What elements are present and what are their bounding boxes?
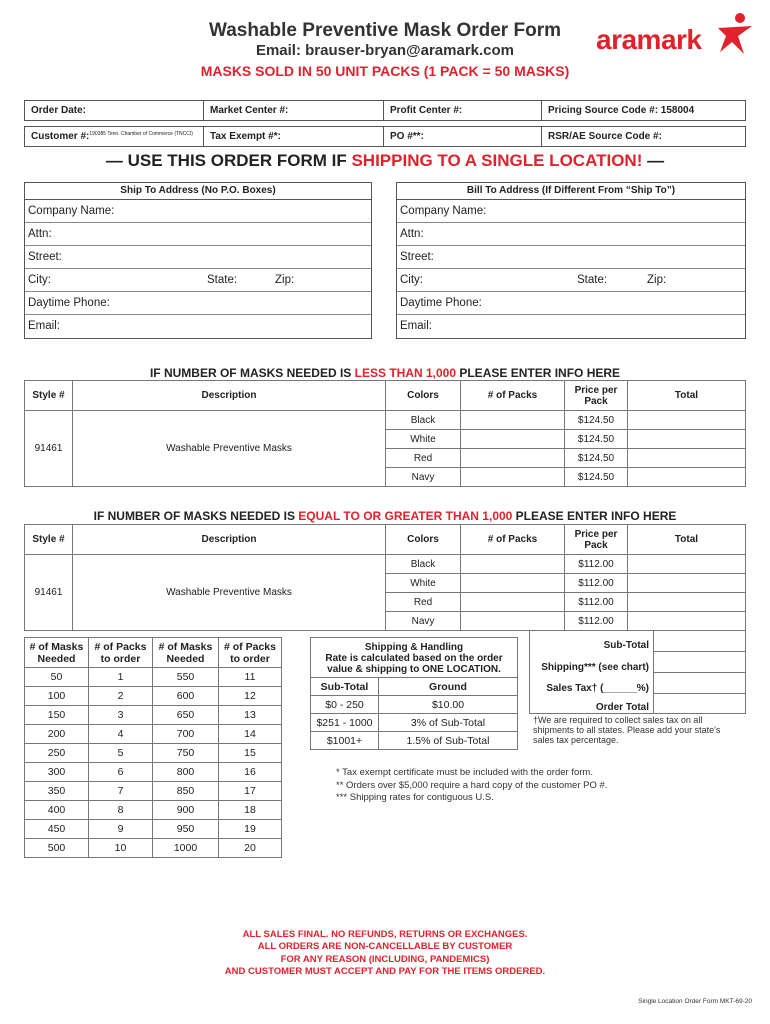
total-input[interactable] xyxy=(628,593,746,612)
color-cell: White xyxy=(386,430,461,449)
style-number: 91461 xyxy=(25,411,73,487)
ship-cell: $10.00 xyxy=(379,696,518,714)
col-total: Total xyxy=(628,381,746,411)
ship-email-field[interactable]: Email: xyxy=(28,320,60,332)
shipping-subtitle: Rate is calculated based on the order value & shipping to ONE LOCATION. xyxy=(325,653,503,675)
banner-highlight: SHIPPING TO A SINGLE LOCATION! xyxy=(351,151,643,170)
bill-email-field[interactable]: Email: xyxy=(400,320,432,332)
table-row xyxy=(311,714,518,732)
col-style: Style # xyxy=(25,381,73,411)
shipping-label: Shipping*** (see chart) xyxy=(541,662,649,673)
qty-cell: 11 xyxy=(219,668,282,687)
ship-col-subtotal: Sub-Total xyxy=(311,678,379,696)
ship-cell: 1.5% of Sub-Total xyxy=(379,732,518,750)
qty-cell: 9 xyxy=(89,820,153,839)
pricing-source-field: Pricing Source Code #: 158004 xyxy=(542,101,746,121)
order-info-table xyxy=(24,100,746,147)
table-row xyxy=(25,782,282,801)
table-row xyxy=(25,801,282,820)
qty-cell: 700 xyxy=(153,725,219,744)
qty-cell: 2 xyxy=(89,687,153,706)
ship-cell: $0 - 250 xyxy=(311,696,379,714)
form-code: Single Location Order Form MKT-69-20 xyxy=(638,998,752,1005)
subtotal-input[interactable] xyxy=(654,631,745,652)
qty-cell: 14 xyxy=(219,725,282,744)
qty-cell: 800 xyxy=(153,763,219,782)
section1-highlight: LESS THAN 1,000 xyxy=(354,366,457,380)
note-shipping: *** Shipping rates for contiguous U.S. xyxy=(336,792,494,803)
order-date-field[interactable]: Order Date: xyxy=(25,101,204,121)
col-style: Style # xyxy=(25,525,73,555)
aramark-logo xyxy=(596,12,756,58)
qty-cell: 600 xyxy=(153,687,219,706)
total-input[interactable] xyxy=(628,574,746,593)
price-cell: $124.50 xyxy=(565,411,628,430)
col-price: Price per Pack xyxy=(565,525,628,555)
section2-prefix: IF NUMBER OF MASKS NEEDED IS xyxy=(93,509,299,523)
section2-title xyxy=(0,509,770,523)
color-cell: Black xyxy=(386,411,461,430)
col-description: Description xyxy=(73,525,386,555)
totals-labels xyxy=(529,630,654,714)
packs-input[interactable] xyxy=(461,593,565,612)
description: Washable Preventive Masks xyxy=(73,411,386,487)
shipping-rate-table xyxy=(310,677,518,750)
single-location-banner xyxy=(0,151,770,171)
price-cell: $112.00 xyxy=(565,612,628,631)
bill-city-row[interactable] xyxy=(397,269,745,292)
qty-cell: 950 xyxy=(153,820,219,839)
col-colors: Colors xyxy=(386,525,461,555)
footnotes xyxy=(336,767,607,805)
color-cell: Red xyxy=(386,593,461,612)
contact-email: Email: brauser-bryan@aramark.com xyxy=(255,42,515,59)
qty-cell: 350 xyxy=(25,782,89,801)
qty-cell: 18 xyxy=(219,801,282,820)
tax-note: †We are required to collect sales tax on all shipments to all states. Please add your state's sales tax percentage. xyxy=(533,715,721,745)
subtotal-label: Sub-Total xyxy=(603,640,649,651)
color-cell: Navy xyxy=(386,468,461,487)
section2-highlight: EQUAL TO OR GREATER THAN 1,000 xyxy=(298,509,513,523)
bill-phone-field[interactable]: Daytime Phone: xyxy=(397,292,745,315)
disclaimer-line: ALL ORDERS ARE NON-CANCELLABLE BY CUSTOMER xyxy=(257,941,513,953)
qty-cell: 20 xyxy=(219,839,282,858)
price-cell: $112.00 xyxy=(565,555,628,574)
ship-to-box xyxy=(24,182,372,339)
price-cell: $124.50 xyxy=(565,449,628,468)
qty-cell: 400 xyxy=(25,801,89,820)
col-total: Total xyxy=(628,525,746,555)
qty-header: # of Packs to order xyxy=(219,638,282,668)
ship-street-field[interactable]: Street: xyxy=(25,246,371,269)
banner-suffix: — xyxy=(642,151,665,170)
table-row xyxy=(25,725,282,744)
qty-cell: 100 xyxy=(25,687,89,706)
market-center-field[interactable]: Market Center #: xyxy=(204,101,384,121)
table-row xyxy=(25,668,282,687)
qty-cell: 7 xyxy=(89,782,153,801)
rsr-source-field[interactable]: RSR/AE Source Code #: xyxy=(542,127,746,147)
color-cell: White xyxy=(386,574,461,593)
ship-attn-field[interactable]: Attn: xyxy=(25,223,371,246)
qty-cell: 4 xyxy=(89,725,153,744)
qty-cell: 150 xyxy=(25,706,89,725)
qty-cell: 5 xyxy=(89,744,153,763)
col-price: Price per Pack xyxy=(565,381,628,411)
order-total-label: Order Total xyxy=(595,702,649,713)
pack-notice: MASKS SOLD IN 50 UNIT PACKS (1 PACK = 50 MASKS) xyxy=(200,63,570,79)
total-input[interactable] xyxy=(628,555,746,574)
sales-tax-label: Sales Tax† (______%) xyxy=(546,683,649,694)
section1-title xyxy=(0,366,770,380)
style-number: 91461 xyxy=(25,555,73,631)
totals-values xyxy=(654,630,746,714)
col-colors: Colors xyxy=(386,381,461,411)
qty-cell: 6 xyxy=(89,763,153,782)
color-cell: Black xyxy=(386,555,461,574)
qty-cell: 13 xyxy=(219,706,282,725)
ship-cell: $1001+ xyxy=(311,732,379,750)
qty-header: # of Packs to order xyxy=(89,638,153,668)
qty-cell: 250 xyxy=(25,744,89,763)
qty-cell: 550 xyxy=(153,668,219,687)
bill-zip-label: Zip: xyxy=(647,274,667,286)
logo-text: aramark xyxy=(596,24,702,55)
tax-exempt-field[interactable]: Tax Exempt #*: xyxy=(204,127,384,147)
total-input[interactable] xyxy=(628,468,746,487)
packs-input[interactable] xyxy=(461,468,565,487)
ship-phone-field[interactable]: Daytime Phone: xyxy=(25,292,371,315)
total-input[interactable] xyxy=(628,430,746,449)
qty-cell: 650 xyxy=(153,706,219,725)
ship-city-row[interactable] xyxy=(25,269,371,292)
bill-company-field[interactable]: Company Name: xyxy=(397,200,745,223)
price-cell: $124.50 xyxy=(565,468,628,487)
price-cell: $112.00 xyxy=(565,574,628,593)
packs-input[interactable] xyxy=(461,411,565,430)
qty-cell: 12 xyxy=(219,687,282,706)
bill-city-label: City: xyxy=(400,274,423,286)
bill-street-field[interactable]: Street: xyxy=(397,246,745,269)
disclaimer-line: FOR ANY REASON (INCLUDING, PANDEMICS) xyxy=(280,953,490,965)
qty-cell: 19 xyxy=(219,820,282,839)
packs-input[interactable] xyxy=(461,612,565,631)
banner-prefix: — USE THIS ORDER FORM IF xyxy=(105,151,352,170)
shipping-input[interactable] xyxy=(654,652,745,673)
qty-cell: 850 xyxy=(153,782,219,801)
order-total-input[interactable] xyxy=(654,694,745,713)
ship-city-label: City: xyxy=(28,274,51,286)
qty-cell: 900 xyxy=(153,801,219,820)
qty-cell: 17 xyxy=(219,782,282,801)
star-person-icon xyxy=(714,12,754,56)
bill-state-label: State: xyxy=(577,274,608,286)
qty-cell: 300 xyxy=(25,763,89,782)
qty-cell: 1000 xyxy=(153,839,219,858)
table-row xyxy=(25,706,282,725)
bill-to-box xyxy=(396,182,746,339)
note-po: ** Orders over $5,000 require a hard copy of the customer PO #. xyxy=(336,779,608,791)
qty-header: # of Masks Needed xyxy=(153,638,219,668)
col-packs: # of Packs xyxy=(461,381,565,411)
order-table-under-1000 xyxy=(24,380,746,487)
table-row xyxy=(25,687,282,706)
table-row xyxy=(311,732,518,750)
qty-cell: 500 xyxy=(25,839,89,858)
qty-cell: 50 xyxy=(25,668,89,687)
ship-cell: $251 - 1000 xyxy=(311,714,379,732)
qty-cell: 8 xyxy=(89,801,153,820)
section1-suffix: PLEASE ENTER INFO HERE xyxy=(456,366,621,380)
packs-input[interactable] xyxy=(461,449,565,468)
qty-cell: 15 xyxy=(219,744,282,763)
ship-zip-label: Zip: xyxy=(275,274,295,286)
customer-value: 190385 Tenn. Chamber of Commerce (TNCCI) xyxy=(89,131,193,137)
customer-field[interactable] xyxy=(25,127,204,147)
packs-input[interactable] xyxy=(461,555,565,574)
po-field[interactable]: PO #**: xyxy=(384,127,542,147)
col-packs: # of Packs xyxy=(461,525,565,555)
description: Washable Preventive Masks xyxy=(73,555,386,631)
table-row xyxy=(25,763,282,782)
disclaimer-line: AND CUSTOMER MUST ACCEPT AND PAY FOR THE ITEMS ORDERED. xyxy=(224,966,546,978)
table-row xyxy=(311,696,518,714)
ship-col-ground: Ground xyxy=(379,678,518,696)
table-row xyxy=(25,839,282,858)
sales-final-disclaimer xyxy=(0,929,770,979)
qty-cell: 16 xyxy=(219,763,282,782)
ship-state-label: State: xyxy=(207,274,238,286)
table-row xyxy=(25,744,282,763)
price-cell: $112.00 xyxy=(565,593,628,612)
ship-to-heading: Ship To Address (No P.O. Boxes) xyxy=(25,183,371,200)
packs-conversion-table xyxy=(24,637,282,858)
ship-company-field[interactable]: Company Name: xyxy=(25,200,371,223)
profit-center-field[interactable]: Profit Center #: xyxy=(384,101,542,121)
qty-cell: 750 xyxy=(153,744,219,763)
qty-cell: 1 xyxy=(89,668,153,687)
qty-cell: 450 xyxy=(25,820,89,839)
qty-header: # of Masks Needed xyxy=(25,638,89,668)
color-cell: Red xyxy=(386,449,461,468)
disclaimer-line: ALL SALES FINAL. NO REFUNDS, RETURNS OR EXCHANGES. xyxy=(242,929,528,940)
packs-input[interactable] xyxy=(461,430,565,449)
shipping-heading-box xyxy=(310,637,518,677)
qty-cell: 200 xyxy=(25,725,89,744)
table-row xyxy=(25,820,282,839)
shipping-title: Shipping & Handling xyxy=(364,642,464,653)
bill-attn-field[interactable]: Attn: xyxy=(397,223,745,246)
note-tax-exempt: * Tax exempt certificate must be included with the order form. xyxy=(336,767,593,778)
order-table-over-1000 xyxy=(24,524,746,631)
section1-prefix: IF NUMBER OF MASKS NEEDED IS xyxy=(149,366,355,380)
sales-tax-input[interactable] xyxy=(654,673,745,694)
color-cell: Navy xyxy=(386,612,461,631)
total-input[interactable] xyxy=(628,612,746,631)
section2-suffix: PLEASE ENTER INFO HERE xyxy=(512,509,677,523)
col-description: Description xyxy=(73,381,386,411)
total-input[interactable] xyxy=(628,411,746,430)
total-input[interactable] xyxy=(628,449,746,468)
packs-input[interactable] xyxy=(461,574,565,593)
price-cell: $124.50 xyxy=(565,430,628,449)
qty-cell: 3 xyxy=(89,706,153,725)
ship-cell: 3% of Sub-Total xyxy=(379,714,518,732)
customer-label: Customer #: xyxy=(31,131,90,142)
qty-cell: 10 xyxy=(89,839,153,858)
bill-to-heading: Bill To Address (If Different From “Ship To”) xyxy=(397,183,745,200)
form-title: Washable Preventive Mask Order Form xyxy=(209,20,561,41)
